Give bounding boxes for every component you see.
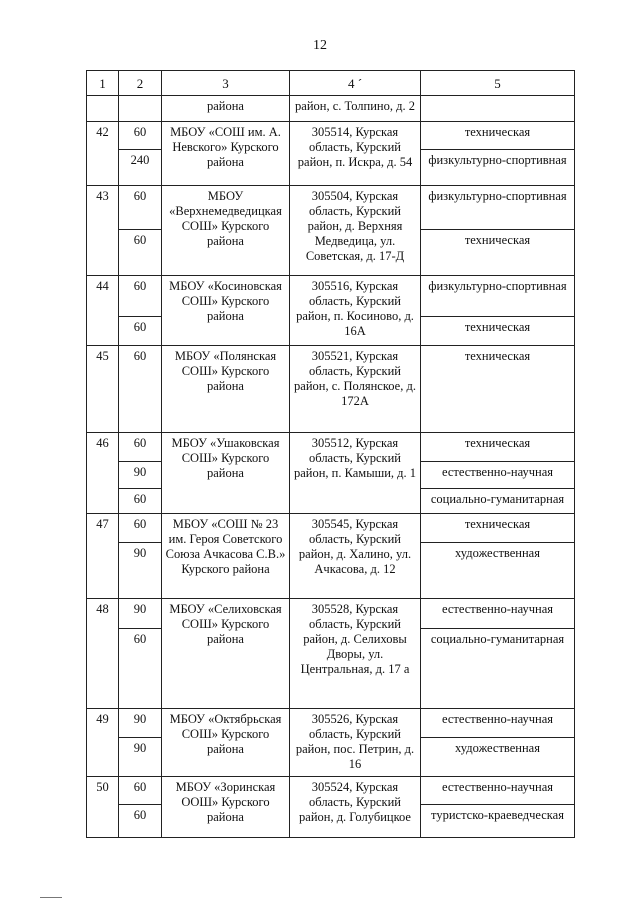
school-name: МБОУ «Косиновская СОШ» Курского района <box>162 276 290 346</box>
row-number: 46 <box>87 433 119 514</box>
school-address: 305516, Курская область, Курский район, п. Косиново, д. 16А <box>290 276 421 346</box>
profile-cell: естественно-научная <box>421 599 575 629</box>
footer-mark <box>40 897 62 898</box>
school-name: МБОУ «Верхнемедведицкая СОШ» Курского района <box>162 186 290 276</box>
capacity-cell: 90 <box>119 543 162 599</box>
capacity-cell: 60 <box>119 230 162 276</box>
row-number: 47 <box>87 514 119 599</box>
row-number: 50 <box>87 777 119 838</box>
row-number: 48 <box>87 599 119 709</box>
table-row <box>87 777 575 805</box>
continuation-num <box>87 96 119 122</box>
capacity-cell: 60 <box>119 276 162 317</box>
profile-cell: социально-гуманитарная <box>421 489 575 514</box>
school-address: 305512, Курская область, Курский район, п. Камыши, д. 1 <box>290 433 421 514</box>
capacity-cell: 60 <box>119 317 162 346</box>
profile-cell: художественная <box>421 543 575 599</box>
table-body <box>87 71 575 838</box>
row-number: 42 <box>87 122 119 186</box>
capacity-cell: 60 <box>119 629 162 709</box>
profile-cell: туристско-краеведческая <box>421 805 575 838</box>
page-number: 12 <box>313 38 327 53</box>
continuation-address: район, с. Толпино, д. 2 <box>290 96 421 122</box>
table-row <box>87 709 575 738</box>
capacity-cell: 60 <box>119 346 162 433</box>
capacity-cell: 90 <box>119 462 162 489</box>
profile-cell: естественно-научная <box>421 709 575 738</box>
profile-cell: социально-гуманитарная <box>421 629 575 709</box>
header-cell-3: 3 <box>162 71 290 96</box>
school-name: МБОУ «Зоринская ООШ» Курского района <box>162 777 290 838</box>
row-number: 43 <box>87 186 119 276</box>
profile-cell: техническая <box>421 317 575 346</box>
continuation-name: района <box>162 96 290 122</box>
school-address: 305521, Курская область, Курский район, с. Полянское, д. 172А <box>290 346 421 433</box>
header-cell-2: 2 <box>119 71 162 96</box>
continuation-row <box>87 96 575 122</box>
profile-cell: физкультурно-спортивная <box>421 276 575 317</box>
capacity-cell: 60 <box>119 186 162 230</box>
school-name: МБОУ «Октябрьская СОШ» Курского района <box>162 709 290 777</box>
profile-cell: художественная <box>421 738 575 777</box>
row-number: 49 <box>87 709 119 777</box>
profile-cell: техническая <box>421 346 575 433</box>
profile-cell: техническая <box>421 122 575 150</box>
row-number: 44 <box>87 276 119 346</box>
table-row <box>87 122 575 150</box>
capacity-cell: 60 <box>119 433 162 462</box>
profile-cell: техническая <box>421 514 575 543</box>
profile-cell: физкультурно-спортивная <box>421 186 575 230</box>
table-row <box>87 514 575 543</box>
capacity-cell: 90 <box>119 709 162 738</box>
header-cell-5: 5 <box>421 71 575 96</box>
school-address: 305545, Курская область, Курский район, д. Халино, ул. Ачкасова, д. 12 <box>290 514 421 599</box>
school-name: МБОУ «СОШ им. А. Невского» Курского района <box>162 122 290 186</box>
school-address: 305526, Курская область, Курский район, пос. Петрин, д. 16 <box>290 709 421 777</box>
school-name: МБОУ «Селиховская СОШ» Курского района <box>162 599 290 709</box>
capacity-cell: 60 <box>119 805 162 838</box>
profile-cell: техническая <box>421 230 575 276</box>
profile-cell: физкультурно-спортивная <box>421 150 575 186</box>
school-name: МБОУ «Полянская СОШ» Курского района <box>162 346 290 433</box>
capacity-cell: 90 <box>119 599 162 629</box>
school-address: 305524, Курская область, Курский район, д. Голубицкое <box>290 777 421 838</box>
continuation-cap <box>119 96 162 122</box>
table-row <box>87 599 575 629</box>
table-row <box>87 346 575 433</box>
capacity-cell: 240 <box>119 150 162 186</box>
capacity-cell: 60 <box>119 777 162 805</box>
capacity-cell: 60 <box>119 489 162 514</box>
header-cell-4: 4 ´ <box>290 71 421 96</box>
profile-cell: естественно-научная <box>421 777 575 805</box>
table-row <box>87 433 575 462</box>
profile-cell: техническая <box>421 433 575 462</box>
header-row <box>87 71 575 96</box>
school-name: МБОУ «СОШ № 23 им. Героя Советского Союза Ачкасова С.В.» Курского района <box>162 514 290 599</box>
capacity-cell: 60 <box>119 514 162 543</box>
schools-table <box>86 70 575 838</box>
table-row <box>87 276 575 317</box>
table-row <box>87 186 575 230</box>
continuation-profile <box>421 96 575 122</box>
school-address: 305514, Курская область, Курский район, п. Искра, д. 54 <box>290 122 421 186</box>
profile-cell: естественно-научная <box>421 462 575 489</box>
row-number: 45 <box>87 346 119 433</box>
header-cell-1: 1 <box>87 71 119 96</box>
capacity-cell: 90 <box>119 738 162 777</box>
school-name: МБОУ «Ушаковская СОШ» Курского района <box>162 433 290 514</box>
school-address: 305504, Курская область, Курский район, д. Верхняя Медведица, ул. Советская, д. 17-Д <box>290 186 421 276</box>
school-address: 305528, Курская область, Курский район, д. Селиховы Дворы, ул. Центральная, д. 17 а <box>290 599 421 709</box>
capacity-cell: 60 <box>119 122 162 150</box>
